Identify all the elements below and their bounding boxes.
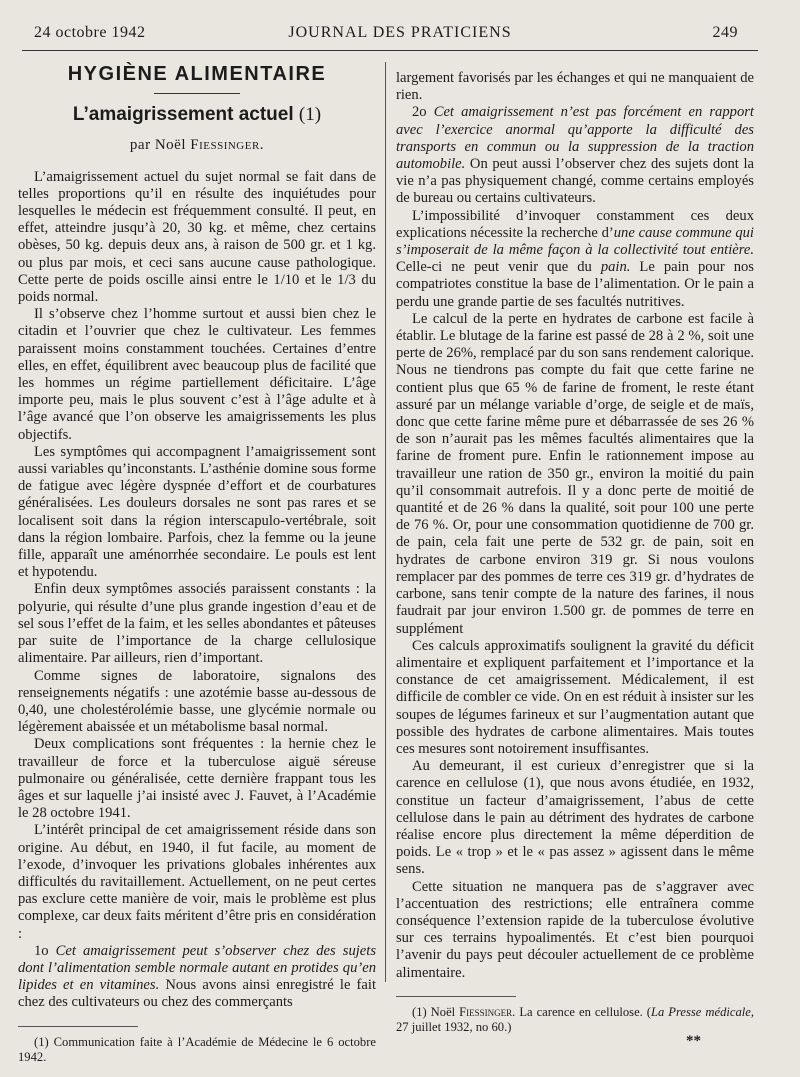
point-number: 1o <box>34 942 49 959</box>
paragraph: Il s’observe chez l’homme surtout et aussi bien chez le citadin et l’ouvrier que chez le cultivateur. Les femmes paraissent moins constamment touchées. Certaines d’entre elles, en effet, équilibrent avec beaucoup plus de facilité que les hommes un régime partiellement déficitaire. L’âge importe peu, mais le plus souvent c’est à l’âge adulte et à l’âge avancé que l’on observe les amaigrissements les plus objectifs. <box>18 306 376 443</box>
author-name: Fiessinger. <box>190 137 265 154</box>
title-divider <box>154 93 240 94</box>
text-run: Le pain pour nos compatriotes constitue la base de l’alimentation. Or le pain a perdu une grande partie de ses facultés nutritives. <box>396 259 754 310</box>
article-title <box>18 104 376 126</box>
header-rule <box>22 50 758 51</box>
paragraph: Le calcul de la perte en hydrates de carbone est facile à établir. Le blutage de la farine est passé de 28 à 2 %, soit une perte de 26%, remplacé par du son sans rendement calorique. Nous ne tiendrons pas compte du fait que cette farine ne contient plus que 65 % de farine de froment, le reste étant assuré par un mélange variable d’orge, de seigle et de maïs, donc que cette farine même pure et débarrassée de ses 26 % de son n’aurait pas les mêmes facultés alimentaires que la farine de froment pure. Enfin le rationnement impose au travailleur une ration de 350 gr., environ la moitié du pain qu’il consommait autrefois. Il y a donc perte de moitié de quantité et de 26 % dans la qualité, soit pour 100 une perte de 76 %. Or, pour une consommation quotidienne de 700 gr. de pain, cela fait une perte de 532 gr. de pain, soit en hydrates de carbone environ 319 gr. Si nous voulons remplacer par des pommes de terre ces 319 gr. d’hydrates de carbone, sans tenir compte de la nature des farines, il nous faudrait par jour environ 1.500 gr. de pommes de terre en supplément <box>396 310 754 637</box>
right-column <box>396 70 754 1035</box>
paragraph-point-2 <box>396 104 754 207</box>
page-number: 249 <box>712 24 738 41</box>
text-run-italic: une cause commune qui s’imposerait de la même façon à la collectivité tout entière. <box>396 224 754 259</box>
point-text: Nous avons ainsi enregistré le fait chez des cultivateurs ou chez des commerçants <box>18 977 377 1011</box>
point-italic: Cet amaigrissement n’est pas forcément en rapport avec l’exercice anormal qu’apporte la difficulté des transports en commun ou la suppression de la traction automobile. <box>396 104 754 173</box>
point-italic: Cet amaigrissement peut s’observer chez des sujets dont l’alimentation semble normale autant en protides qu’en lipides et en vitamines. <box>18 942 377 994</box>
text-run: L’impossibilité d’invoquer constamment ces deux explications nécessite la recherche d’ <box>396 207 754 241</box>
left-column <box>18 62 376 1065</box>
paragraph: L’amaigrissement actuel du sujet normal se fait dans de telles proportions qu’il en résulte des inquiétudes pour lesquelles le médecin est fréquemment consulté. Il peut, en effet, atteindre jusqu’à 20, 30 kg. et même, chez certains obèses, 50 kg. depuis deux ans, à raison de 500 gr. et 1 kg. ou plus par mois, et ceci sans aucune cause pathologique. Cette perte de poids oscille ainsi entre le 1/10 et le 1/3 du poids normal. <box>18 168 376 306</box>
footnote <box>396 1005 754 1035</box>
footnote-rule <box>18 1026 138 1027</box>
point-number: 2o <box>412 104 427 121</box>
paragraph: Au demeurant, il est curieux d’enregistrer que si la carence en cellulose (1), que nous avons étudiée, en 1932, constitue un facteur d’amaigrissement, l’abus de cette cellulose dans le pain au détriment des hydrates de carbone réalise encore plus directement la même déperdition de poids. Le « trop » et le « pas assez » agissent dans le même sens. <box>396 758 754 878</box>
issue-date: 24 octobre 1942 <box>34 24 146 41</box>
paragraph: Ces calculs approximatifs soulignent la gravité du déficit alimentaire et expliquent parfaitement et l’importance et la constance de cet amaigrissement. Médicalement, il est difficile de combler ce vide. On en est réduit à insister sur les soupes de légumes farineux et sur l’augmentation autant que possible des hydrates de carbone alimentaires. Mais toutes ces mesures sont notoirement insuffisantes. <box>396 637 754 757</box>
journal-name: JOURNAL DES PRATICIENS <box>288 24 512 41</box>
footnote-journal: La Presse médicale, <box>651 1004 754 1019</box>
paragraph: Cette situation ne manquera pas de s’aggraver avec l’accentuation des restrictions; elle entraînera comme conséquence l’extension rapide de la tuberculose évolutive sur ces terrains hypoalimentés. Et c’est bien pourquoi l’avenir du pays peut découler actuellement de ce problème alimentaire. <box>396 878 754 981</box>
end-ornament: ** <box>686 1033 701 1049</box>
paragraph: Les symptômes qui accompagnent l’amaigrissement sont aussi variables qu’inconstants. L’asthénie domine sous forme de fatigue avec légère dyspnée d’effort et de courbatures généralisées. Les douleurs dorsales ne sont pas rares et se localisent soit dans la région interscapulo-vertébrale, soit dans la région lombaire. Parfois, chez la femme ou la jeune fille, apparaît une aménorrhée secondaire. Le pouls est lent et hypotendu. <box>18 443 376 581</box>
footnote-rule <box>396 996 516 997</box>
point-text: On peut aussi l’observer chez des sujets dont la vie n’a pas physiquement changé, comme certains employés de bureau ou certains cultivateurs. <box>396 156 754 207</box>
paragraph: L’intérêt principal de cet amaigrissement réside dans son origine. Au début, en 1940, il fut facile, au moment de l’exode, d’invoquer les privations globales inhérentes aux difficultés du ravitaillement. Actuellement, on ne peut certes pas exclure cette manière de voir, mais le problème est plus complexe, car deux faits méritent d’être pris en considération : <box>18 822 376 942</box>
paragraph-continued: largement favorisés par les échanges et qui ne manquaient de rien. <box>396 70 754 104</box>
author-prefix: par Noël <box>129 137 186 154</box>
footnote-author: Fiessinger <box>459 1004 513 1019</box>
section-title: HYGIÈNE ALIMENTAIRE <box>67 63 327 85</box>
text-run: Celle-ci ne peut venir que du <box>396 259 601 276</box>
paragraph: Comme signes de laboratoire, signalons des renseignements négatifs : une azotémie basse au-dessous de 0,40, une cholestérolémie basse, une glycémie normale ou légèrement abaissée et un métabolisme basal normal. <box>18 667 376 736</box>
paragraph-point-1 <box>18 943 376 1012</box>
title-footnote-ref: (1) <box>298 104 322 126</box>
footnote: (1) Communication faite à l’Académie de Médecine le 6 octobre 1942. <box>18 1034 376 1064</box>
text-run-italic: pain. <box>600 259 631 276</box>
article-title-text: L’amaigrissement actuel <box>72 104 294 126</box>
column-divider <box>385 62 386 982</box>
author-line <box>18 137 376 154</box>
paragraph <box>396 208 754 311</box>
paragraph: Deux complications sont fréquentes : la hernie chez le travailleur de force et la tuberculose aiguë séreuse pulmonaire ou généralisée, cette dernière frappant tous les âges et sur laquelle j’ai insisté avec J. Fauvet, à l’Académie le 28 octobre 1941. <box>18 736 376 822</box>
page-header <box>0 0 800 50</box>
paragraph: Enfin deux symptômes associés paraissent constants : la polyurie, qui résulte d’une plus grande ingestion d’eau et de sel sous l’effet de la faim, et les selles abondantes et pâteuses par suite de l’importance de la charge cellulosique alimentaire. Par ailleurs, rien d’important. <box>18 581 376 667</box>
footnote-text: 27 juillet 1932, no 60.) <box>396 1019 512 1034</box>
footnote-text: . La carence en cellulose. ( <box>512 1004 651 1019</box>
footnote-text: (1) Noël <box>412 1004 460 1019</box>
